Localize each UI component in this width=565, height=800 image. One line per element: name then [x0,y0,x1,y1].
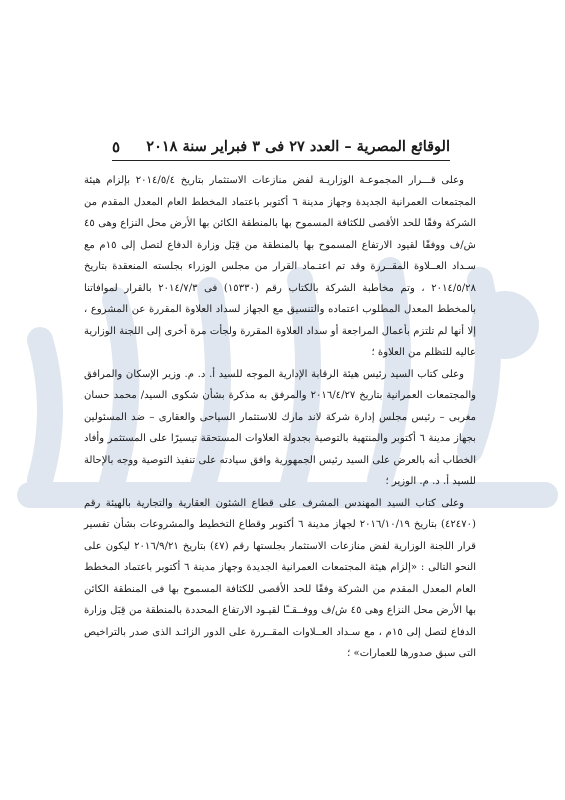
page-number: ٥ [112,138,121,156]
paragraph: وعلى قـــرار المجموعـة الوزاريـة لفض منازعات الاستثمار بتاريخ ٢٠١٤/٥/٤ بإلزام هيئة المجتمعات العمرانية الجديدة وجهاز مدينة ٦ أكتوبر باعتماد المخطط العام المعدل المقدم من الشركة وفقًا للحد الأقصى للكثافة المسموح بها بالمنطقة الكائن بها الأرض محل النزاع وهى ٤٥ ش/ف ووفقًا لقيود الارتفاع المسموح بها بالمنطقة من قِبَل وزارة الدفاع لتصل إلى ١٥م مع سـداد العــلاوة المقــررة وقد تم اعتـماد القرار من مجلس الوزراء بجلسته المنعقدة بتاريخ ٢٠١٤/٥/٢٨ ، وتم مخاطبة الشركة بالكتاب رقم (١٥٣٣٠) فى ٢٠١٤/٧/٣ بالقرار لموافاتنا بالمخطط المعدل المطلوب اعتماده والتنسيق مع الجهاز لسداد العلاوة المقررة عن المشروع ، إلا أنها لم تلتزم بأعمال المراجعة أو سداد العلاوة المقررة ولجأت مرة أخرى إلى اللجنة الوزارية عاليه للتظلم من العلاوة ؛ [84,175,477,358]
document-body [84,170,476,665]
page-header [112,138,450,160]
paragraph: وعلى كتاب السيد المهندس المشرف على قطاع الشئون العقارية والتجارية بالهيئة رقم (٤٢٤٧٠) بتاريخ ٢٠١٦/١٠/١٩ لجهاز مدينة ٦ أكتوبر وقطاع التخطيط والمشروعات بشأن تفسير قرار اللجنة الوزارية لفض منازعات الاستثمار بجلستها رقم (٤٧) بتاريخ ٢٠١٦/٩/٢١ ليكون على النحو التالى : «إلزام هيئة المجتمعات العمرانية الجديدة وجهاز مدينة ٦ أكتوبر باعتماد المخطط العام المعدل المقدم من الشركة وفقًا للحد الأقصى للكثافة المسموح بها فى المنطقة الكائن بها الأرض محل النزاع وهى ٤٥ ش/ف ووفــقــًا لقيـود الارتفاع المحددة بالمنطقة من قِبَل وزارة الدفاع لتصل إلى ١٥م ، مع سـداد العــلاوات المقــررة على الدور الزائـد الذى صدر بالتراخيص التى سبق صدورها للعمارات» ؛ [84,497,477,659]
paragraph: وعلى كتاب السيد رئيس هيئة الرقابة الإدارية الموجه للسيد أ. د. م. وزير الإسكان والمرافق والمجتمعات العمرانية بتاريخ ٢٠١٦/٤/٢٧ والمرفق به مذكرة بشأن شكوى السيد/ محمد حسان مغربى – رئيس مجلس إدارة شركة لاند مارك للاستثمار السياحى والعقارى – ضد المسئولين بجهاز مدينة ٦ أكتوبر والمنتهية بالتوصية بجدولة العلاوات المستحقة تيسيرًا على المستثمر وأفاد الخطاب أنه بالعرض على السيد رئيس الجمهورية وافق سيادته على تنفيذ التوصية ووجه بالإحالة للسيد أ. د. م. الوزير ؛ [84,368,477,487]
gazette-title: الوقائع المصرية – العدد ٢٧ فى ٣ فبراير سنة ٢٠١٨ [146,138,450,155]
header-divider [112,160,450,161]
